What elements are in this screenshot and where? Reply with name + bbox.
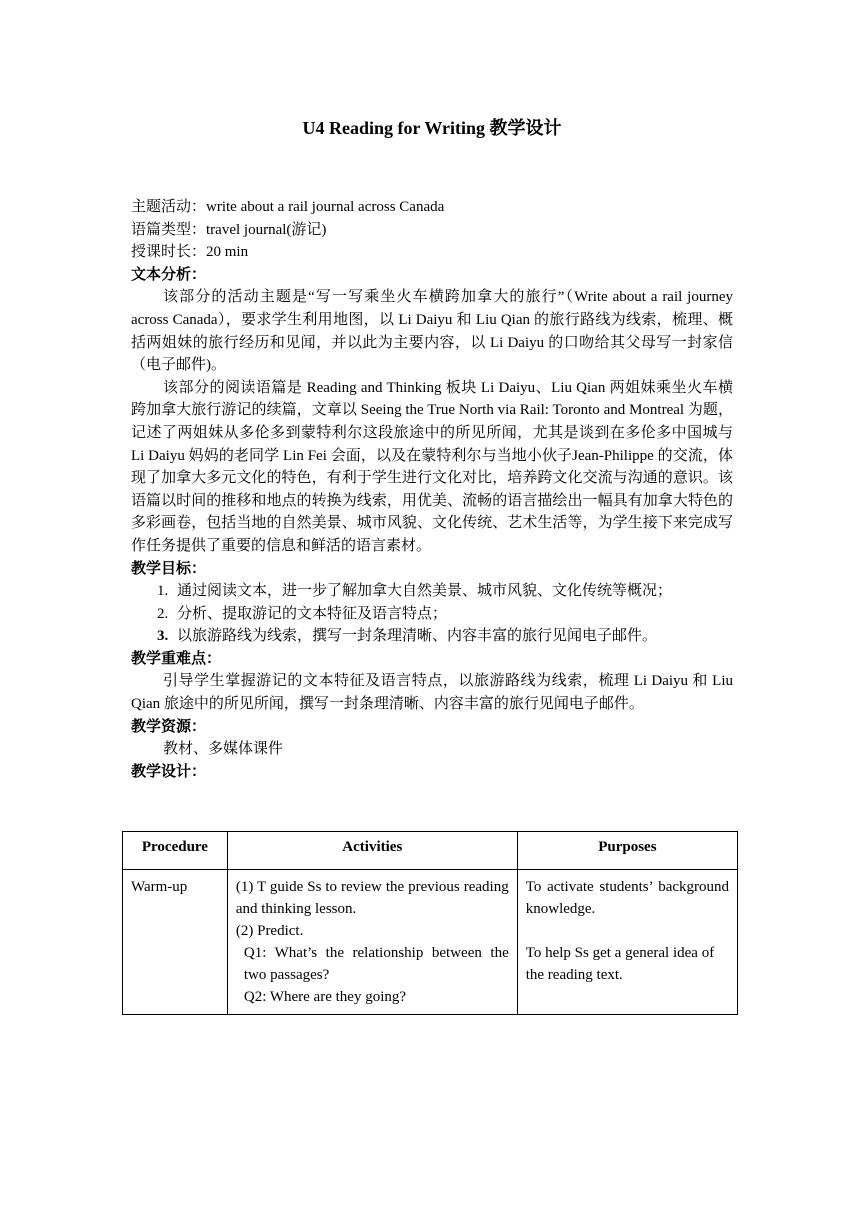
design-heading: 教学设计： [131,763,207,780]
procedure-cell: Warm-up [123,870,228,1015]
objective-item [131,580,733,603]
objective-number: 2. [157,605,169,622]
table-header-row [123,832,738,870]
text-analysis-paragraph-2: 该部分的阅读语篇是 Reading and Thinking 板块 Li Daiyu、Liu Qian 两姐妹乘坐火车横跨加拿大旅行游记的续篇，文章以 Seeing the True North via Rail: Toronto and Montreal 为题，记述了两姐妹从多伦多到蒙特利尔这段旅途中的所见所闻，尤其是谈到在多伦多中国城与 Li Daiyu 妈妈的老同学 Lin Fei 会面，以及在蒙特利尔与当地小伙子Jean-Philippe 的交流，体现了加拿大多元文化的特色，有利于学生进行文化对比，培养跨文化交流与沟通的意识。该语篇以时间的推移和地点的转换为线索，用优美、流畅的语言描绘出一幅具有加拿大特色的多彩画卷，包括当地的自然美景、城市风貌、文化传统、艺术生活等，为学生接下来完成写作任务提供了重要的信息和鲜活的语言素材。 [131,379,733,554]
duration-label: 授课时长： [131,244,207,261]
text-analysis-heading: 文本分析： [131,266,207,283]
objective-text: 通过阅读文本，进一步了解加拿大自然美景、城市风貌、文化传统等概况； [177,583,673,600]
objectives-heading: 教学目标： [131,560,207,577]
document-body [131,196,733,783]
table-row [123,870,738,1015]
purposes-cell [517,870,737,1015]
duration-row [131,241,733,264]
text-analysis-paragraph-1: 该部分的活动主题是“写一写乘坐火车横跨加拿大的旅行”（Write about a rail journey across Canada），要求学生利用地图，以 Li Daiyu 和 Liu Qian 的旅行路线为线索，梳理、概括两姐妹的旅行经历和见闻，并以此为主要内容，以 Li Daiyu 的口吻给其父母写一封家信（电子邮件)。 [131,289,733,374]
activity-question-1: Q1: What’s the relationship between the two passages? [243,945,509,983]
objective-text: 分析、提取游记的文本特征及语言特点； [177,605,448,622]
objective-number: 3. [157,628,169,645]
key-points-heading: 教学重难点： [131,650,222,667]
purpose-spacer [526,920,729,942]
purpose-1: To activate students’ background knowledge. [525,879,729,917]
activity-step-2: (2) Predict. [235,923,304,939]
resources-heading: 教学资源： [131,718,207,735]
objective-item [131,603,733,626]
theme-label: 主题活动： [131,199,207,215]
genre-row [131,219,733,242]
header-activities: Activities [227,832,517,870]
teaching-design-table [122,831,738,1015]
duration-value: 20 min [206,244,249,261]
purpose-2: To help Ss get a general idea of the reading text. [525,945,715,983]
activities-cell [227,870,517,1015]
objective-text: 以旅游路线为线索，撰写一封条理清晰、内容丰富的旅行见闻电子邮件。 [177,628,658,645]
document-title: U4 Reading for Writing 教学设计 [302,118,562,138]
header-purposes: Purposes [517,832,737,870]
objective-item [131,625,733,648]
activity-question-2: Q2: Where are they going? [243,989,407,1005]
genre-value: travel journal(游记) [206,221,327,238]
header-procedure: Procedure [123,832,228,870]
genre-label: 语篇类型： [131,221,207,238]
activity-step-1: (1) T guide Ss to review the previous reading and thinking lesson. [235,879,509,917]
theme-row [131,196,733,219]
objective-number: 1. [157,583,169,600]
theme-value: write about a rail journal across Canada [206,199,445,215]
resources-text: 教材、多媒体课件 [163,741,284,758]
key-points-paragraph: 引导学生掌握游记的文本特征及语言特点，以旅游路线为线索，梳理 Li Daiyu 和 Liu Qian 旅途中的所见所闻，撰写一封条理清晰、内容丰富的旅行见闻电子邮件。 [131,673,733,713]
